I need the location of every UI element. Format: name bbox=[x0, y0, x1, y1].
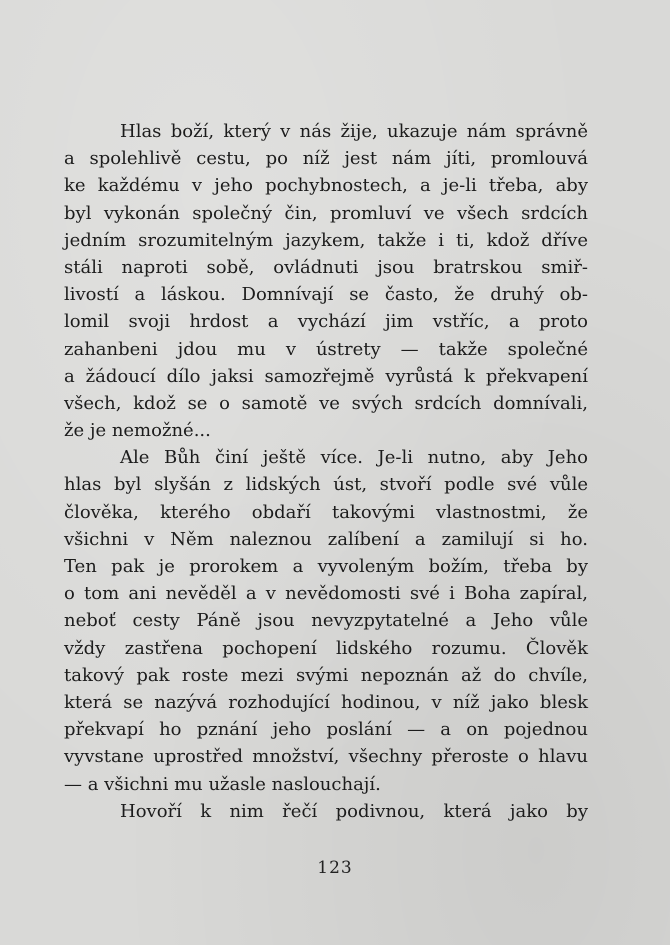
text-line: Hovoří k nim řečí podivnou, která jako by bbox=[120, 800, 588, 822]
text-line: — a všichni mu užasle naslouchají. bbox=[64, 773, 381, 795]
text-line: všichni v Něm naleznou zalíbení a zamilují si ho. bbox=[64, 528, 588, 550]
text-line: Ten pak je prorokem a vyvoleným božím, třeba by bbox=[64, 556, 588, 577]
text-line: a spolehlivě cestu, po níž jest nám jíti, promlouvá bbox=[64, 148, 588, 170]
text-line: livostí a láskou. Domnívají se často, že druhý ob- bbox=[64, 284, 588, 306]
text-line: a žádoucí dílo jaksi samozřejmě vyrůstá k překvapení bbox=[64, 365, 588, 387]
text-line: vyvstane uprostřed množství, všechny přeroste o hlavu bbox=[64, 746, 588, 768]
text-line: lomil svoji hrdost a vychází jim vstříc, a proto bbox=[64, 311, 588, 333]
text-line: Ale Bůh činí ještě více. Je-li nutno, aby Jeho bbox=[120, 447, 588, 469]
text-line: neboť cesty Páně jsou nevyzpytatelné a Jeho vůle bbox=[64, 610, 588, 632]
text-line: překvapí ho pznání jeho poslání — a on pojednou bbox=[64, 719, 588, 741]
text-line: jedním srozumitelným jazykem, takže i ti, kdož dříve bbox=[64, 229, 588, 251]
text-line: byl vykonán společný čin, promluví ve všech srdcích bbox=[64, 202, 588, 224]
text-line: hlas byl slyšán z lidských úst, stvoří podle své vůle bbox=[64, 474, 588, 496]
text-line: která se nazývá rozhodující hodinou, v níž jako blesk bbox=[64, 691, 588, 713]
body-text bbox=[64, 118, 588, 825]
page-number: 123 bbox=[317, 858, 353, 878]
text-line: člověka, kterého obdaří takovými vlastnostmi, že bbox=[64, 501, 588, 523]
text-line: takový pak roste mezi svými nepoznán až do chvíle, bbox=[64, 664, 588, 686]
text-line: že je nemožné... bbox=[64, 420, 211, 442]
text-line: vždy zastřena pochopení lidského rozumu. Člověk bbox=[64, 637, 588, 659]
text-line: o tom ani nevěděl a v nevědomosti své i Boha zapíral, bbox=[64, 583, 588, 605]
text-line: Hlas boží, který v nás žije, ukazuje nám správně bbox=[120, 121, 588, 142]
text-line: ke každému v jeho pochybnostech, a je-li třeba, aby bbox=[64, 175, 588, 197]
text-line: zahanbeni jdou mu v ústrety — takže společné bbox=[64, 338, 588, 360]
text-line: stáli naproti sobě, ovládnuti jsou bratrskou smiř- bbox=[64, 256, 588, 278]
text-line: všech, kdož se o samotě ve svých srdcích domnívali, bbox=[64, 392, 588, 414]
